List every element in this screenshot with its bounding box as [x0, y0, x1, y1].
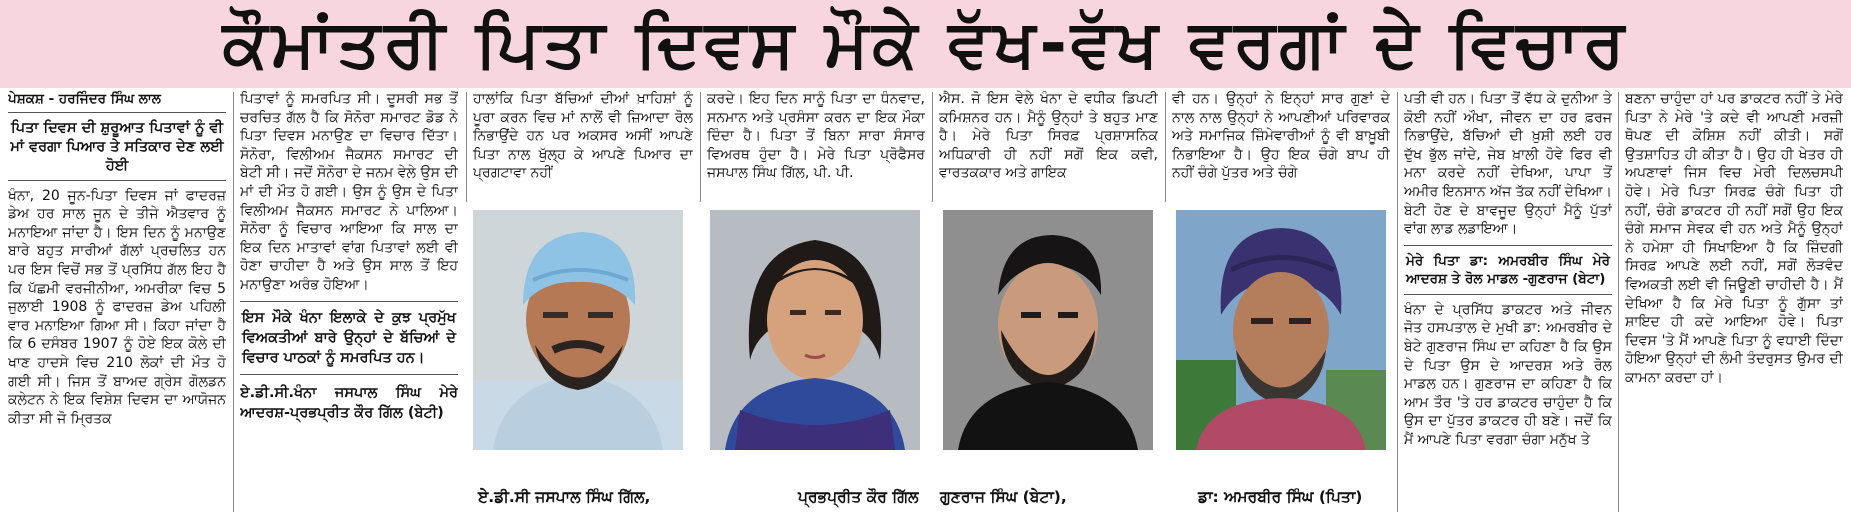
- column-8: [1625, 90, 1843, 518]
- article-text: ਕਰਦੇ। ਇਹ ਦਿਨ ਸਾਨੂੰ ਪਿਤਾ ਦਾ ਧੰਨਵਾਦ, ਸਨਮਾਨ ਅਤੇ ਪ੍ਰਸੰਸਾ ਕਰਨ ਦਾ ਇਕ ਮੌਕਾ ਦਿੰਦਾ ਹੈ। ਪਿਤਾ ਤੋਂ ਬਿਨਾ ਸਾਰਾ ਸੰਸਾਰ ਵਿਅਰਥ ਹੁੰਦਾ ਹੈ। ਮੇਰੇ ਪਿਤਾ ਪ੍ਰੋਫੈਸਰ ਜਸਪਾਲ ਸਿੰਘ ਗਿੱਲ, ਪੀ. ਪੀ.: [707, 91, 925, 182]
- caption-photo-4: ਡਾ: ਅਮਰਬੀਰ ਸਿੰਘ (ਪਿਤਾ): [1198, 488, 1363, 506]
- column-1: [8, 90, 226, 518]
- photo-amarbir-singh: [1176, 210, 1386, 450]
- column-divider: [233, 92, 234, 512]
- caption-photo-3: ਗੁਣਰਾਜ ਸਿੰਘ (ਬੇਟਾ),: [940, 488, 1067, 506]
- photo-jaspal-singh-gill: [473, 210, 683, 450]
- article-text: ਖੰਨਾ, 20 ਜੂਨ-ਪਿਤਾ ਦਿਵਸ ਜਾਂ ਫਾਦਰਜ਼ ਡੇਅ ਹਰ ਸਾਲ ਜੂਨ ਦੇ ਤੀਜੇ ਐਤਵਾਰ ਨੂੰ ਮਨਾਇਆ ਜਾਂਦਾ ਹੈ। ਇਸ ਦਿਨ ਨੂੰ ਮਨਾਉਣ ਬਾਰੇ ਬਹੁਤ ਸਾਰੀਆਂ ਗੱਲਾਂ ਪ੍ਰਚਲਿਤ ਹਨ ਪਰ ਇਸ ਵਿਚੋਂ ਸਭ ਤੋਂ ਪ੍ਰਸਿੱਧ ਗੱਲ ਇਹ ਹੈ ਕਿ ਪੱਛਮੀ ਵਰਜੀਨੀਆ, ਅਮਰੀਕਾ ਵਿਚ 5 ਜੁਲਾਈ 1908 ਨੂੰ ਫਾਦਰਜ਼ ਡੇਅ ਪਹਿਲੀ ਵਾਰ ਮਨਾਇਆ ਗਿਆ ਸੀ। ਕਿਹਾ ਜਾਂਦਾ ਹੈ ਕਿ 6 ਦਸੰਬਰ 1907 ਨੂੰ ਹੋਏ ਇਕ ਕੋਲੇ ਦੀ ਖਾਣ ਹਾਦਸੇ ਵਿਚ 210 ਲੋਕਾਂ ਦੀ ਮੌਤ ਹੋ ਗਈ ਸੀ। ਜਿਸ ਤੋਂ ਬਾਅਦ ਗ੍ਰੇਸ ਗੋਲਡਨ ਕਲੇਟਨ ਨੇ ਇਕ ਵਿਸ਼ੇਸ਼ ਦਿਵਸ ਦਾ ਆਯੋਜਨ ਕੀਤਾ ਸੀ ਜੋ ਮ੍ਰਿਤਕ: [8, 187, 226, 427]
- article-text: ਹਾਲਾਂਕਿ ਪਿਤਾ ਬੱਚਿਆਂ ਦੀਆਂ ਖ਼ਾਹਿਸ਼ਾਂ ਨੂੰ ਪੂਰਾ ਕਰਨ ਵਿਚ ਮਾਂ ਨਾਲੋਂ ਵੀ ਜ਼ਿਆਦਾ ਰੋਲ ਨਿਭਾਉਂਦੇ ਹਨ ਪਰ ਅਕਸਰ ਅਸੀਂ ਆਪਣੇ ਪਿਤਾ ਨਾਲ ਖੁੱਲ੍ਹ ਕੇ ਆਪਣੇ ਪਿਆਰ ਦਾ ਪ੍ਰਗਟਾਵਾ ਨਹੀਂ: [473, 91, 693, 182]
- lead-headline: ਪਿਤਾ ਦਿਵਸ ਦੀ ਸ਼ੁਰੂਆਤ ਪਿਤਾਵਾਂ ਨੂੰ ਵੀ ਮਾਂ ਵਰਗਾ ਪਿਆਰ ਤੇ ਸਤਿਕਾਰ ਦੇਣ ਲਈ ਹੋਈ: [8, 119, 226, 181]
- column-4: [707, 90, 925, 204]
- highlight-box: ਇਸ ਮੌਕੇ ਖੰਨਾ ਇਲਾਕੇ ਦੇ ਕੁਝ ਪ੍ਰਮੁੱਖ ਵਿਅਕਤੀਆਂ ਬਾਰੇ ਉਨ੍ਹਾਂ ਦੇ ਬੱਚਿਆਂ ਦੇ ਵਿਚਾਰ ਪਾਠਕਾਂ ਨੂੰ ਸਮਰਪਿਤ ਹਨ।: [240, 301, 458, 375]
- column-divider: [932, 92, 933, 202]
- caption-photo-2: ਪ੍ਰਭਪ੍ਰੀਤ ਕੌਰ ਗਿੱਲ: [798, 488, 919, 506]
- article-text: ਪਤੀ ਵੀ ਹਨ। ਪਿਤਾ ਤੋਂ ਵੱਧ ਕੇ ਦੁਨੀਆ ਤੇ ਕੋਈ ਨਹੀਂ ਔਖਾ, ਜੀਵਨ ਦਾ ਹਰ ਫ਼ਰਜ ਨਿਭਾਉਂਦੇ, ਬੱਚਿਆਂ ਦੀ ਖ਼ੁਸ਼ੀ ਲਈ ਹਰ ਦੁੱਖ ਭੁੱਲ ਜਾਂਦੇ, ਜੇਬ ਖ਼ਾਲੀ ਹੋਵੇ ਫਿਰ ਵੀ ਮਨਾ ਕਰਦੇ ਨਹੀਂ ਦੇਖਿਆ, ਪਾਪਾ ਤੋਂ ਅਮੀਰ ਇਨਸਾਨ ਅੱਜ ਤੱਕ ਨਹੀਂ ਦੇਖਿਆ। ਬੇਟੀ ਹੋਣ ਦੇ ਬਾਵਜੂਦ ਉਨ੍ਹਾਂ ਮੈਨੂੰ ਪੁੱਤਾਂ ਵਾਂਗ ਲਾਡ ਲਡਾਇਆ।: [1404, 91, 1612, 238]
- article-text: ਪਿਤਾਵਾਂ ਨੂੰ ਸਮਰਪਿਤ ਸੀ। ਦੂਸਰੀ ਸਭ ਤੋਂ ਚਰਚਿਤ ਗੱਲ ਹੈ ਕਿ ਸੋਨੋਰਾ ਸਮਾਰਟ ਡੋਡ ਨੇ ਪਿਤਾ ਦਿਵਸ ਮਨਾਉਣ ਦਾ ਵਿਚਾਰ ਦਿੱਤਾ। ਸੋਨੋਰਾ, ਵਿਲੀਅਮ ਜੈਕਸਨ ਸਮਾਰਟ ਦੀ ਬੇਟੀ ਸੀ। ਜਦੋਂ ਸੋਨੋਰਾ ਦੇ ਜਨਮ ਵੇਲੇ ਉਸ ਦੀ ਮਾਂ ਦੀ ਮੌਤ ਹੋ ਗਈ। ਉਸ ਨੂੰ ਉਸ ਦੇ ਪਿਤਾ ਵਿਲੀਅਮ ਜੈਕਸਨ ਸਮਾਰਟ ਨੇ ਪਾਲਿਆ। ਸੋਨੋਰਾ ਨੂੰ ਵਿਚਾਰ ਆਇਆ ਕਿ ਸਾਲ ਦਾ ਇਕ ਦਿਨ ਮਾਤਾਵਾਂ ਵਾਂਗ ਪਿਤਾਵਾਂ ਲਈ ਵੀ ਹੋਣਾ ਚਾਹੀਦਾ ਹੈ ਅਤੇ ਉਸ ਸਾਲ ਤੋਂ ਇਹ ਮਨਾਉਣਾ ਅਰੰਭ ਹੋਇਆ।: [240, 91, 458, 293]
- column-5: [939, 90, 1158, 204]
- headline-banner: [0, 0, 1851, 88]
- article-text: ਬਣਨਾ ਚਾਹੁੰਦਾ ਹਾਂ ਪਰ ਡਾਕਟਰ ਨਹੀਂ ਤੇ ਮੇਰੇ ਪਿਤਾ ਨੇ ਮੇਰੇ 'ਤੇ ਕਦੇ ਵੀ ਆਪਣੀ ਮਰਜ਼ੀ ਥੋਪਣ ਦੀ ਕੋਸ਼ਿਸ਼ ਨਹੀਂ ਕੀਤੀ। ਸਗੋਂ ਉਤਸ਼ਾਹਿਤ ਹੀ ਕੀਤਾ ਹੈ। ਉਹ ਹੀ ਖੇਤਰ ਹੀ ਅਪਣਾਵਾਂ ਜਿਸ ਵਿਚ ਮੇਰੀ ਦਿਲਚਸਪੀ ਹੋਵੇ। ਮੇਰੇ ਪਿਤਾ ਸਿਰਫ਼ ਚੰਗੇ ਪਿਤਾ ਹੀ ਨਹੀਂ, ਚੰਗੇ ਡਾਕਟਰ ਹੀ ਨਹੀਂ ਸਗੋਂ ਉਹ ਇਕ ਚੰਗੇ ਸਮਾਜ ਸੇਵਕ ਵੀ ਹਨ ਅਤੇ ਮੈਨੂੰ ਉਨ੍ਹਾਂ ਨੇ ਹਮੇਸ਼ਾ ਹੀ ਸਿਖਾਇਆ ਹੈ ਕਿ ਜ਼ਿੰਦਗੀ ਸਿਰਫ਼ ਆਪਣੇ ਲਈ ਨਹੀਂ, ਸਗੋਂ ਲੋੜਵੰਦ ਵਿਅਕਤੀ ਲਈ ਵੀ ਜਿਊਣੀ ਚਾਹੀਦੀ ਹੈ। ਮੈਂ ਦੇਖਿਆ ਹੈ ਕਿ ਮੇਰੇ ਪਿਤਾ ਨੂੰ ਗੁੱਸਾ ਤਾਂ ਸ਼ਾਇਦ ਹੀ ਕਦੇ ਆਇਆ ਹੋਵੇ। ਪਿਤਾ ਦਿਵਸ 'ਤੇ ਮੈਂ ਆਪਣੇ ਪਿਤਾ ਨੂੰ ਵਧਾਈ ਦਿੰਦਾ ਹੋਇਆ ਉਨ੍ਹਾਂ ਦੀ ਲੰਮੀ ਤੰਦਰੁਸਤ ਉਮਰ ਦੀ ਕਾਮਨਾ ਕਰਦਾ ਹਾਂ।: [1625, 91, 1843, 386]
- column-7: [1404, 90, 1612, 518]
- article-text: ਐਸ. ਜੋ ਇਸ ਵੇਲੇ ਖੰਨਾ ਦੇ ਵਧੀਕ ਡਿਪਟੀ ਕਮਿਸ਼ਨਰ ਹਨ। ਮੈਨੂੰ ਉਨ੍ਹਾਂ ਤੇ ਬਹੁਤ ਮਾਣ ਹੈ। ਮੇਰੇ ਪਿਤਾ ਸਿਰਫ਼ ਪ੍ਰਸ਼ਾਸਨਿਕ ਅਧਿਕਾਰੀ ਹੀ ਨਹੀਂ ਸਗੋਂ ਇਕ ਕਵੀ, ਵਾਰਤਕਕਾਰ ਅਤੇ ਗਾਇਕ: [939, 91, 1158, 182]
- column-2: [240, 90, 458, 518]
- column-divider: [466, 92, 467, 202]
- headline: ਕੌਮਾਂਤਰੀ ਪਿਤਾ ਦਿਵਸ ਮੌਕੇ ਵੱਖ-ਵੱਖ ਵਰਗਾਂ ਦੇ ਵਿਚਾਰ: [222, 4, 1629, 82]
- caption-photo-1: ਏ.ਡੀ.ਸੀ ਜਸਪਾਲ ਸਿੰਘ ਗਿੱਲ,: [478, 488, 651, 506]
- byline: ਪੇਸ਼ਕਸ਼ - ਹਰਜਿੰਦਰ ਸਿੰਘ ਲਾਲ: [8, 90, 226, 113]
- article-text: ਖੰਨਾ ਦੇ ਪ੍ਰਸਿੱਧ ਡਾਕਟਰ ਅਤੇ ਜੀਵਨ ਜੋਤ ਹਸਪਤਾਲ ਦੇ ਮੁਖੀ ਡਾ: ਅਮਰਬੀਰ ਦੇ ਬੇਟੇ ਗੁਣਰਾਜ ਸਿੰਘ ਦਾ ਕਹਿਣਾ ਹੈ ਕਿ ਉਸ ਦੇ ਪਿਤਾ ਉਸ ਦੇ ਆਦਰਸ਼ ਅਤੇ ਰੋਲ ਮਾਡਲ ਹਨ। ਗੁਣਰਾਜ ਦਾ ਕਹਿਣਾ ਹੈ ਕਿ ਆਮ ਤੌਰ 'ਤੇ ਹਰ ਡਾਕਟਰ ਚਾਹੁੰਦਾ ਹੈ ਕਿ ਉਸ ਦਾ ਪੁੱਤਰ ਡਾਕਟਰ ਹੀ ਬਣੇ। ਜਦੋਂ ਕਿ ਮੈਂ ਆਪਣੇ ਪਿਤਾ ਵਰਗਾ ਚੰਗਾ ਮਨੁੱਖ ਤੇ: [1404, 301, 1612, 448]
- photo-prabhpreet-kaur-gill: [710, 210, 920, 450]
- column-divider: [1165, 92, 1166, 202]
- photo-gunraj-singh: [943, 210, 1153, 450]
- column-3: [473, 90, 693, 204]
- article-text: ਵੀ ਹਨ। ਉਨ੍ਹਾਂ ਨੇ ਇਨ੍ਹਾਂ ਸਾਰ ਗੁਣਾਂ ਦੇ ਨਾਲ ਨਾਲ ਉਨ੍ਹਾਂ ਨੇ ਆਪਣੀਆਂ ਪਰਿਵਾਰਕ ਅਤੇ ਸਮਾਜਿਕ ਜ਼ਿੰਮੇਵਾਰੀਆਂ ਨੂੰ ਵੀ ਬਾਖ਼ੂਬੀ ਨਿਭਾਇਆ ਹੈ। ਉਹ ਇਕ ਚੰਗੇ ਬਾਪ ਹੀ ਨਹੀਂ ਚੰਗੇ ਪੁੱਤਰ ਅਤੇ ਚੰਗੇ: [1172, 91, 1390, 182]
- column-divider: [1397, 92, 1398, 512]
- column-6: [1172, 90, 1390, 204]
- column-divider: [1618, 92, 1619, 512]
- subheading: ਮੇਰੇ ਪਿਤਾ ਡਾ: ਅਮਰਬੀਰ ਸਿੰਘ ਮੇਰੇ ਆਦਰਸ਼ ਤੇ ਰੋਲ ਮਾਡਲ -ਗੁਣਰਾਜ (ਬੇਟਾ): [1404, 245, 1612, 295]
- column-divider: [700, 92, 701, 202]
- subheading: ਏ.ਡੀ.ਸੀ.ਖੰਨਾ ਜਸਪਾਲ ਸਿੰਘ ਮੇਰੇ ਆਦਰਸ਼-ਪ੍ਰਭਪ੍ਰੀਤ ਕੌਰ ਗਿੱਲ (ਬੇਟੀ): [240, 384, 458, 421]
